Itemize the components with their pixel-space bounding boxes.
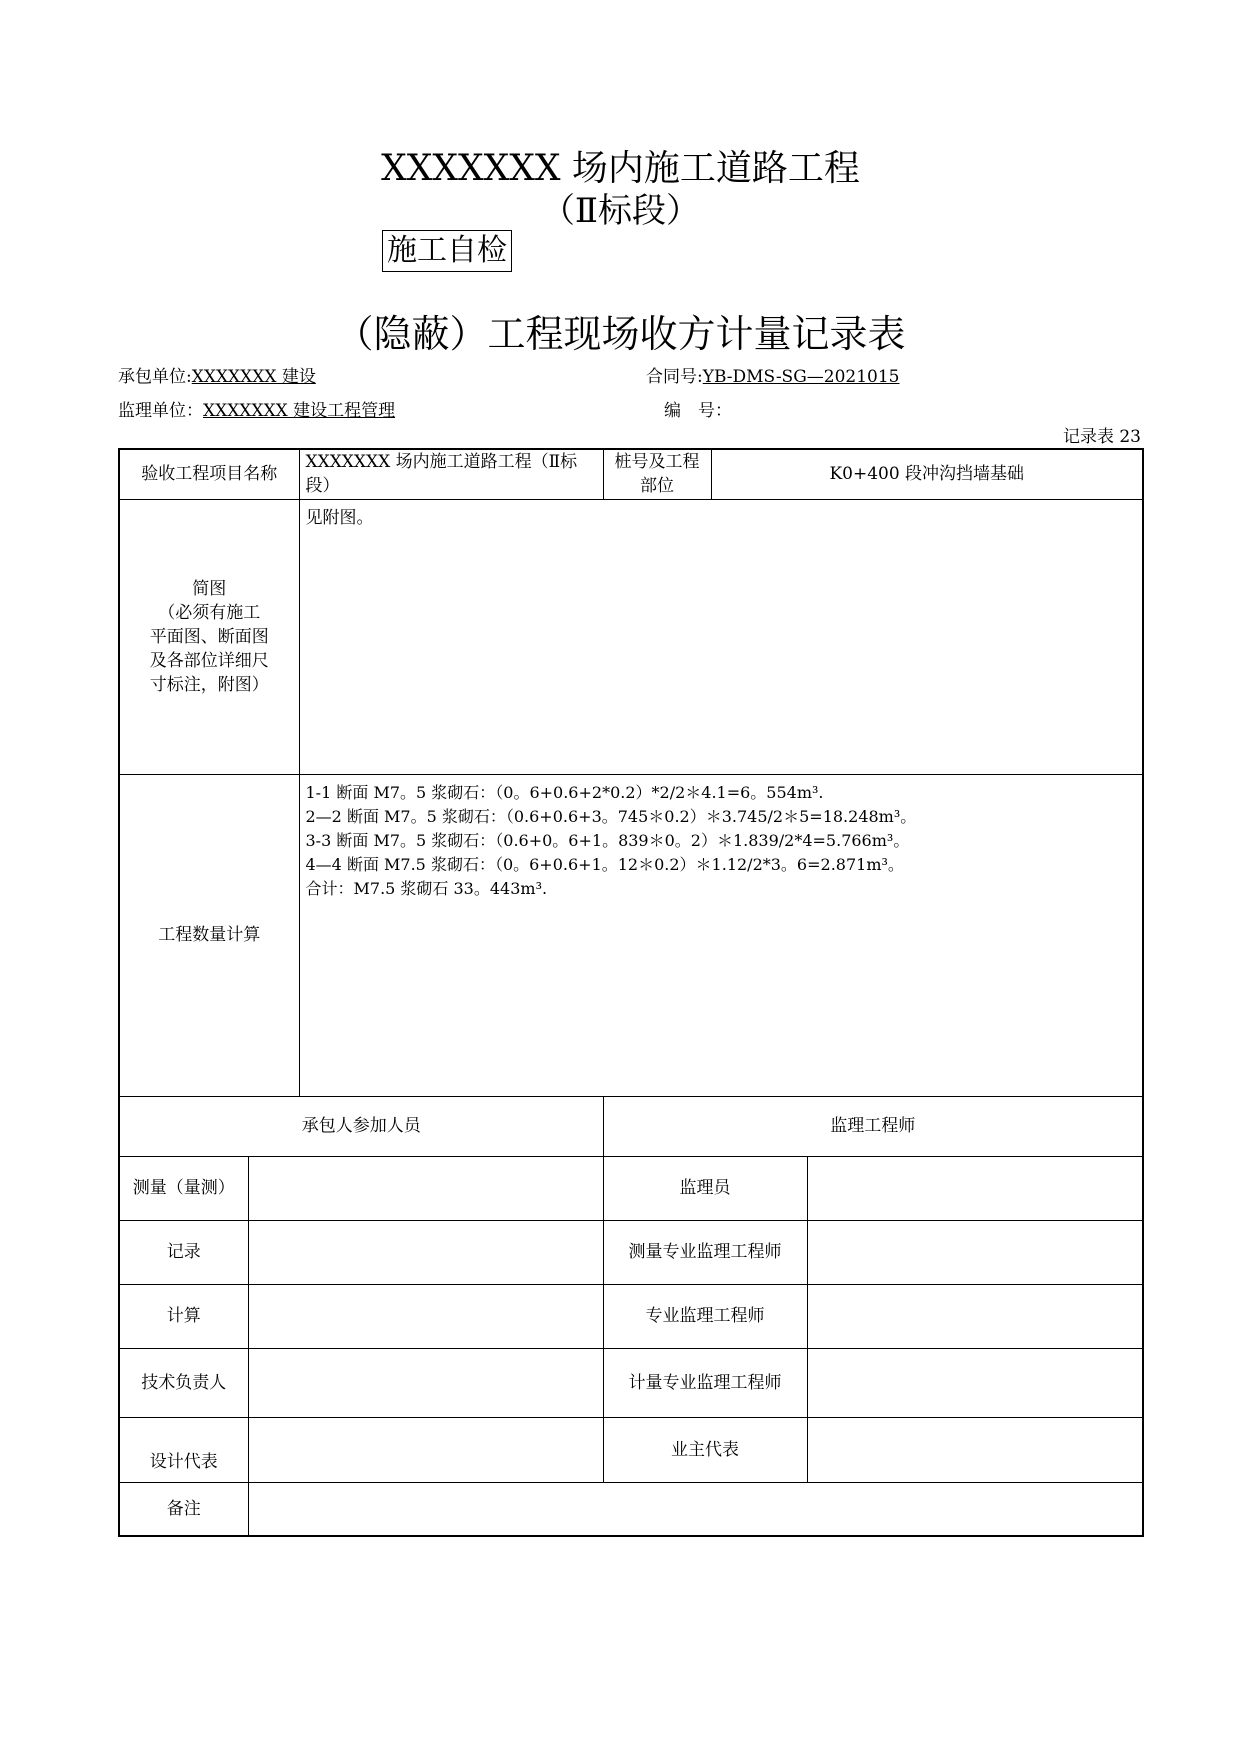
signature-cell [807, 1156, 1143, 1220]
remarks-value [248, 1482, 1143, 1536]
signature-cell [248, 1417, 603, 1482]
signature-role-label: 计算 [119, 1284, 248, 1348]
sketch-value: 见附图。 [299, 499, 1143, 774]
calc-line: 1-1 断面 M7。5 浆砌石：（0。6+0.6+2*0.2）*2/2＊4.1=6。554m³. [305, 782, 824, 802]
measurement-record-table [118, 448, 1144, 1537]
signature-role-label: 记录 [119, 1220, 248, 1284]
signature-role-label: 测量专业监理工程师 [603, 1220, 807, 1284]
record-number: 记录表 23 [1062, 427, 1141, 447]
signature-cell [807, 1417, 1143, 1482]
signature-cell [248, 1220, 603, 1284]
sketch-label-line: 寸标注，附图） [149, 674, 269, 695]
contract-no-label: 合同号: [646, 367, 703, 387]
station-label: 桩号及工程部位 [603, 449, 711, 499]
calc-total: 合计：M7.5 浆砌石 33。443m³. [305, 878, 548, 898]
signature-cell [807, 1348, 1143, 1417]
supervisor-label: 监理单位： [118, 401, 203, 421]
document-subtitle: （Ⅱ标段） [540, 191, 701, 231]
signature-role-label: 监理员 [603, 1156, 807, 1220]
contractor-label: 承包单位: [118, 367, 192, 387]
quantity-calculation [299, 774, 1143, 1096]
sketch-label [119, 499, 299, 774]
calc-line: 2—2 断面 M7。5 浆砌石：（0.6+0.6+3。745＊0.2）＊3.745/2＊5=18.248m³。 [305, 806, 917, 826]
signature-cell [807, 1284, 1143, 1348]
sketch-label-line: 及各部位详细尺 [149, 650, 269, 671]
signature-cell [248, 1156, 603, 1220]
supervisor-value: XXXXXXX 建设工程管理 [203, 401, 396, 421]
contract-no-line [646, 366, 900, 388]
signature-role-label: 业主代表 [603, 1417, 807, 1482]
contractor-value: XXXXXXX 建设 [191, 367, 316, 387]
document-title: XXXXXXX 场内施工道路工程 [381, 148, 860, 189]
sketch-label-line: 简图 [192, 578, 227, 599]
form-title: （隐蔽）工程现场收方计量记录表 [335, 312, 906, 356]
signature-cell [248, 1348, 603, 1417]
contractor-line [118, 366, 316, 388]
signature-role-label: 测量（量测） [119, 1156, 248, 1220]
supervisor-line [118, 400, 395, 422]
self-check-stamp: 施工自检 [382, 230, 512, 272]
project-name-label: 验收工程项目名称 [119, 449, 299, 499]
quantity-label: 工程数量计算 [119, 774, 299, 1096]
calc-line: 3-3 断面 M7。5 浆砌石：（0.6+0。6+1。839＊0。2）＊1.839/2*4=5.766m³。 [305, 830, 910, 850]
contract-no-value: YB-DMS-SG—2021015 [702, 367, 900, 387]
signature-cell [807, 1220, 1143, 1284]
sketch-label-line: 平面图、断面图 [149, 626, 269, 647]
contractor-staff-header: 承包人参加人员 [119, 1096, 603, 1156]
remarks-label: 备注 [119, 1482, 248, 1536]
signature-role-label: 专业监理工程师 [603, 1284, 807, 1348]
calc-line: 4—4 断面 M7.5 浆砌石：（0。6+0.6+1。12＊0.2）＊1.12/2*3。6=2.871m³。 [305, 854, 904, 874]
serial-no-label: 编 号： [664, 401, 732, 421]
supervisor-header: 监理工程师 [603, 1096, 1143, 1156]
signature-role-label: 设计代表 [119, 1417, 248, 1482]
station-value: K0+400 段冲沟挡墙基础 [711, 449, 1143, 499]
signature-role-label: 计量专业监理工程师 [603, 1348, 807, 1417]
signature-role-label: 技术负责人 [119, 1348, 248, 1417]
project-name-value: XXXXXXX 场内施工道路工程（Ⅱ标段） [299, 449, 603, 499]
sketch-label-line: （必须有施工 [158, 602, 261, 623]
signature-cell [248, 1284, 603, 1348]
